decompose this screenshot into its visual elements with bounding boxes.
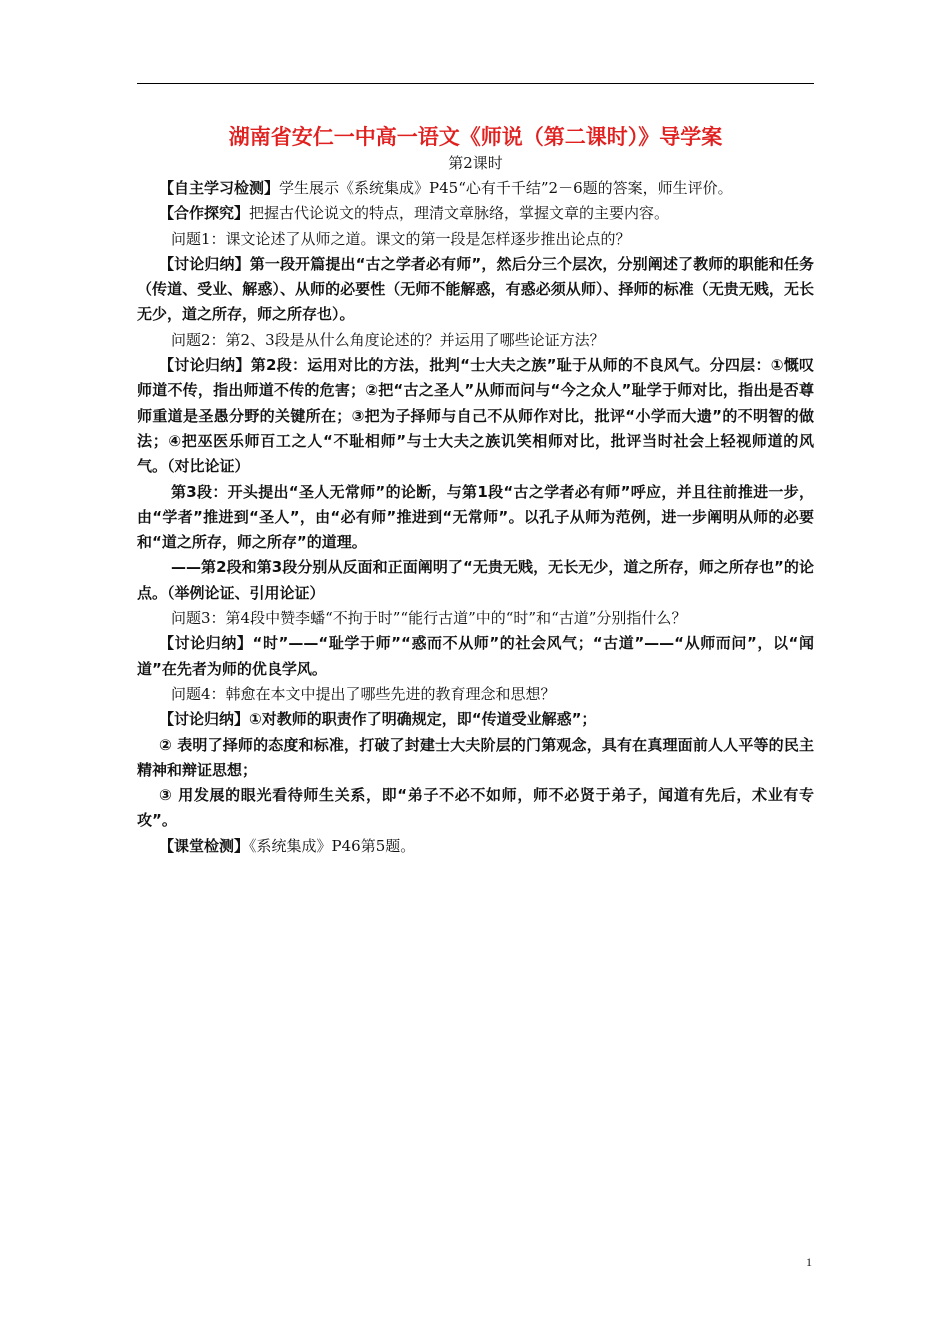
answer-4-point-3: ③ 用发展的眼光看待师生关系，即“弟子不必不如师，师不必贤于弟子，闻道有先后，术业有专攻”。 (137, 786, 814, 830)
paragraph-text: 学生展示《系统集成》P45“心有千千结”2－6题的答案，师生评价。 (279, 179, 733, 197)
section-label: 【讨论归纳】 (159, 634, 253, 653)
answer-4 (137, 707, 814, 732)
question-2: 问题2：第2、3段是从什么角度论述的？并运用了哪些论证方法？ (171, 330, 605, 349)
question-1: 问题1：课文论述了从师之道。课文的第一段是怎样逐步推出论点的？ (171, 229, 631, 248)
paragraph-text: 《系统集成》P46第5题。 (249, 836, 416, 855)
answer-2-summary: ——第2段和第3段分别从反面和正面阐明了“无贵无贱，无长无少，道之所存，师之所存也”的论点。（举例论证、引用论证） (137, 558, 814, 602)
section-label: 【讨论归纳】 (159, 710, 250, 729)
answer-2-paragraph-3: 第3段：开头提出“圣人无常师”的论断，与第1段“古之学者必有师”呼应，并且往前推进一步，由“学者”推进到“圣人”，由“必有师”推进到“无常师”。以孔子从师为范例，进一步阐明从师的必要和“道之所存，师之所存”的道理。 (137, 482, 814, 552)
question-3: 问题3：第4段中赞李蟠“不拘于时”“能行古道”中的“时”和“古道”分别指什么？ (171, 609, 687, 628)
paragraph-text: ①对教师的职责作了明确规定，即“传道受业解惑”； (249, 710, 597, 729)
classroom-test-paragraph (137, 834, 814, 859)
question-4: 问题4：韩愈在本文中提出了哪些先进的教育理念和思想？ (171, 684, 556, 703)
page-title: 湖南省安仁一中高一语文《师说（第二课时）》导学案 (228, 125, 723, 149)
page-number: 1 (806, 1255, 812, 1269)
cooperation-paragraph (137, 201, 814, 226)
section-label: 【讨论归纳】 (159, 254, 250, 273)
paragraph-text: 第一段开篇提出“古之学者必有师”，然后分三个层次，分别阐述了教师的职能和任务（传道、受业、解惑）、从师的必要性（无师不能解惑，有惑必须从师）、择师的标准（无贵无贱，无长无少，道之所存，师之所存也）。 (137, 254, 814, 324)
section-label: 【讨论归纳】 (159, 356, 251, 375)
paragraph-text: 第2段：运用对比的方法，批判“士大夫之族”耻于从师的不良风气。分四层：①慨叹师道不传，指出师道不传的危害；②把“古之圣人”从师而问与“今之众人”耻学于师对比，指出是否尊师重道是圣愚分野的关键所在；③把为子择师与自己不从师作对比，批评“小学而大遗”的不明智的做法；④把巫医乐师百工之人“不耻相师”与士大夫之族讥笑相师对比，批评当时社会上轻视师道的风气。（对比论证） (137, 356, 814, 476)
section-label: 【合作探究】 (159, 204, 250, 223)
section-label: 【课堂检测】 (159, 836, 250, 855)
self-study-paragraph (137, 176, 814, 201)
lesson-subtitle: 第2课时 (448, 154, 503, 172)
paragraph-text: “时”——“耻学于师”“惑而不从师”的社会风气；“古道”——“从师而问”，以“闻道”在先者为师的优良学风。 (137, 634, 814, 678)
answer-1 (137, 252, 814, 328)
answer-2 (137, 353, 814, 479)
paragraph-text: 把握古代论说文的特点，理清文章脉络，掌握文章的主要内容。 (249, 204, 670, 223)
section-label: 【自主学习检测】 (159, 179, 280, 197)
answer-4-point-2: ② 表明了择师的态度和标准，打破了封建士大夫阶层的门第观念，具有在真理面前人人平等的民主精神和辩证思想； (137, 735, 814, 779)
answer-3 (137, 631, 814, 682)
document-body (137, 122, 814, 859)
header-rule (137, 83, 814, 84)
